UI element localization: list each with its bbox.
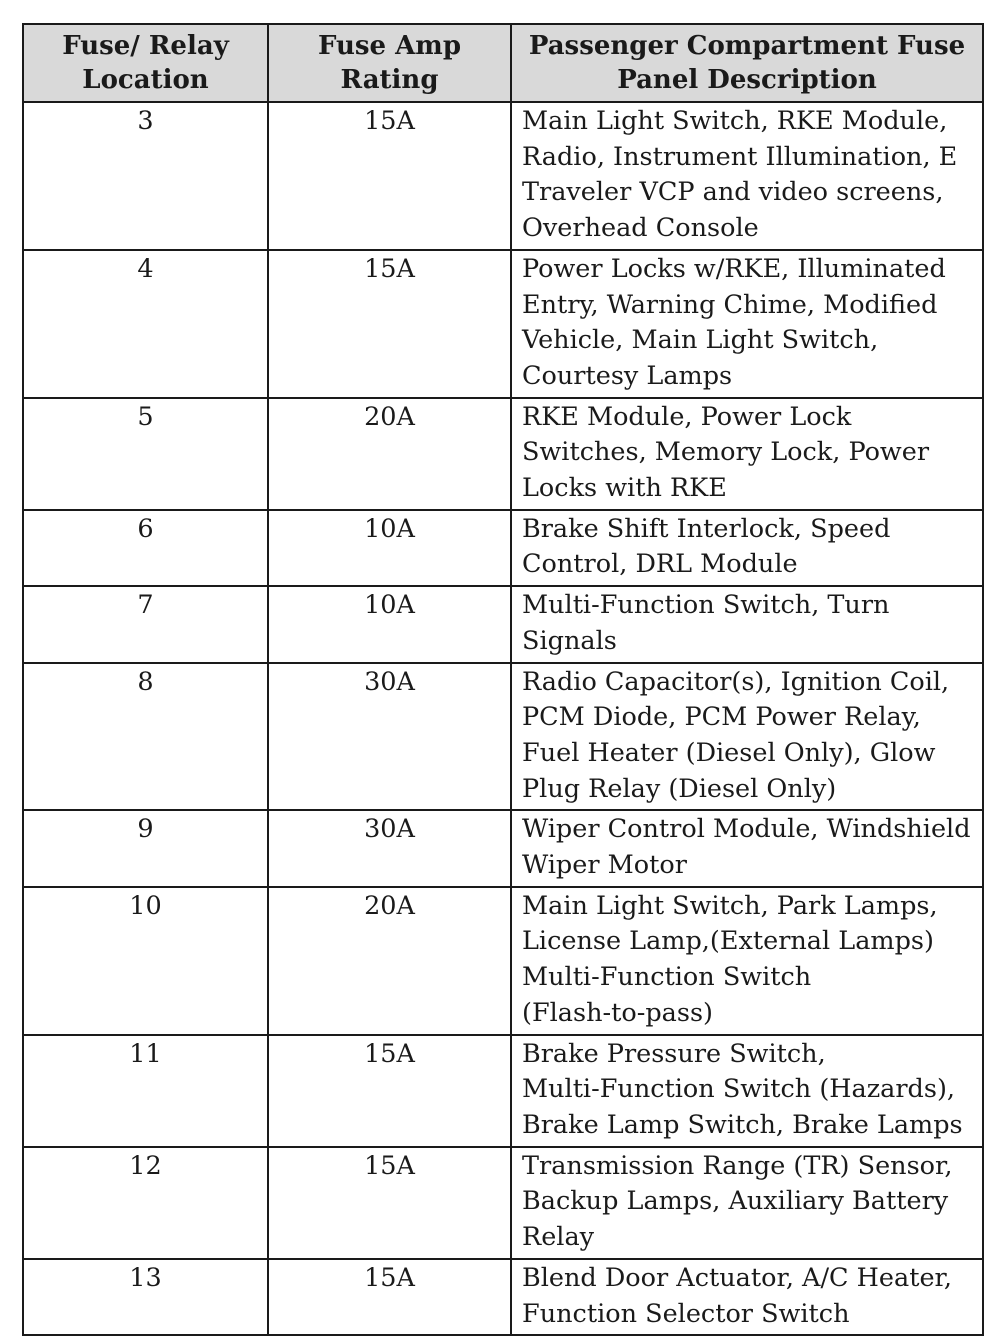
description-line: Backup Lamps, Auxiliary Battery [522, 1186, 949, 1217]
description-line: Multi-Function Switch [522, 962, 812, 993]
table-row [23, 398, 983, 510]
description-line: Radio Capacitor(s), Ignition Coil, [522, 666, 950, 697]
description-line: Plug Relay (Diesel Only) [522, 773, 837, 804]
table-row [23, 250, 983, 398]
description-line: Transmission Range (TR) Sensor, [522, 1150, 953, 1181]
fuse-location: 4 [23, 250, 268, 398]
table-row [23, 663, 983, 811]
description-line: Vehicle, Main Light Switch, [522, 325, 879, 356]
fuse-location: 9 [23, 810, 268, 886]
fuse-description [511, 1035, 983, 1147]
description-line: Relay [522, 1222, 595, 1253]
header-description-line2: Panel Description [617, 65, 877, 95]
header-rating-line1: Fuse Amp [318, 31, 461, 61]
fuse-rating: 15A [268, 250, 511, 398]
description-line: Control, DRL Module [522, 549, 798, 580]
description-line: PCM Diode, PCM Power Relay, [522, 702, 921, 733]
fuse-rating: 30A [268, 810, 511, 886]
fuse-location: 5 [23, 398, 268, 510]
fuse-rating: 20A [268, 887, 511, 1035]
header-location-line1: Fuse/ Relay [62, 31, 229, 61]
fuse-location: 13 [23, 1259, 268, 1335]
table-row [23, 1147, 983, 1259]
fuse-rating: 20A [268, 398, 511, 510]
fuse-location: 10 [23, 887, 268, 1035]
fuse-location: 6 [23, 510, 268, 586]
description-line: (Flash-to-pass) [522, 997, 713, 1028]
description-line: Brake Lamp Switch, Brake Lamps [522, 1109, 963, 1140]
fuse-rating: 15A [268, 102, 511, 250]
table-header [23, 24, 983, 102]
fuse-description [511, 887, 983, 1035]
table-row [23, 1259, 983, 1335]
fuse-location: 3 [23, 102, 268, 250]
description-line: Courtesy Lamps [522, 360, 733, 391]
header-location-line2: Location [82, 65, 209, 95]
description-line: Entry, Warning Chime, Modified [522, 289, 938, 320]
description-line: Power Locks w/RKE, Illuminated [522, 253, 946, 284]
fuse-description [511, 510, 983, 586]
description-line: Wiper Motor [522, 850, 687, 881]
description-line: Wiper Control Module, Windshield [522, 814, 971, 845]
description-line: Brake Shift Interlock, Speed [522, 513, 891, 544]
description-line: Traveler VCP and video screens, [522, 177, 944, 208]
fuse-rating: 15A [268, 1147, 511, 1259]
fuse-description [511, 398, 983, 510]
header-rating [268, 24, 511, 102]
table-body [23, 102, 983, 1335]
fuse-description [511, 663, 983, 811]
fuse-rating: 15A [268, 1259, 511, 1335]
fuse-description [511, 250, 983, 398]
table-row [23, 1035, 983, 1147]
table-row [23, 586, 983, 662]
description-line: Fuel Heater (Diesel Only), Glow [522, 737, 936, 768]
fuse-description [511, 1147, 983, 1259]
table-row [23, 810, 983, 886]
fuse-rating: 30A [268, 663, 511, 811]
description-line: Multi-Function Switch, Turn [522, 590, 890, 621]
fuse-description [511, 1259, 983, 1335]
fuse-description [511, 102, 983, 250]
description-line: Blend Door Actuator, A/C Heater, [522, 1262, 953, 1293]
description-line: Brake Pressure Switch, [522, 1038, 826, 1069]
fuse-location: 8 [23, 663, 268, 811]
description-line: Radio, Instrument Illumination, E [522, 141, 958, 172]
fuse-description [511, 810, 983, 886]
fuse-location: 12 [23, 1147, 268, 1259]
fuse-rating: 15A [268, 1035, 511, 1147]
header-row [23, 24, 983, 102]
fuse-rating: 10A [268, 510, 511, 586]
description-line: Locks with RKE [522, 473, 727, 504]
description-line: Main Light Switch, RKE Module, [522, 106, 948, 136]
header-description [511, 24, 983, 102]
description-line: Main Light Switch, Park Lamps, [522, 890, 938, 921]
header-rating-line2: Rating [340, 65, 439, 95]
description-line: RKE Module, Power Lock [522, 401, 852, 432]
description-line: Overhead Console [522, 213, 759, 244]
table-row [23, 887, 983, 1035]
table-row [23, 510, 983, 586]
description-line: Function Selector Switch [522, 1298, 850, 1329]
fuse-location: 7 [23, 586, 268, 662]
description-line: Signals [522, 625, 617, 656]
header-location [23, 24, 268, 102]
table-row [23, 102, 983, 250]
fuse-table [22, 23, 984, 1336]
fuse-rating: 10A [268, 586, 511, 662]
header-description-line1: Passenger Compartment Fuse [528, 31, 966, 61]
description-line: Multi-Function Switch (Hazards), [522, 1074, 956, 1105]
description-line: Switches, Memory Lock, Power [522, 437, 930, 468]
description-line: License Lamp,(External Lamps) [522, 926, 934, 957]
fuse-location: 11 [23, 1035, 268, 1147]
fuse-description [511, 586, 983, 662]
